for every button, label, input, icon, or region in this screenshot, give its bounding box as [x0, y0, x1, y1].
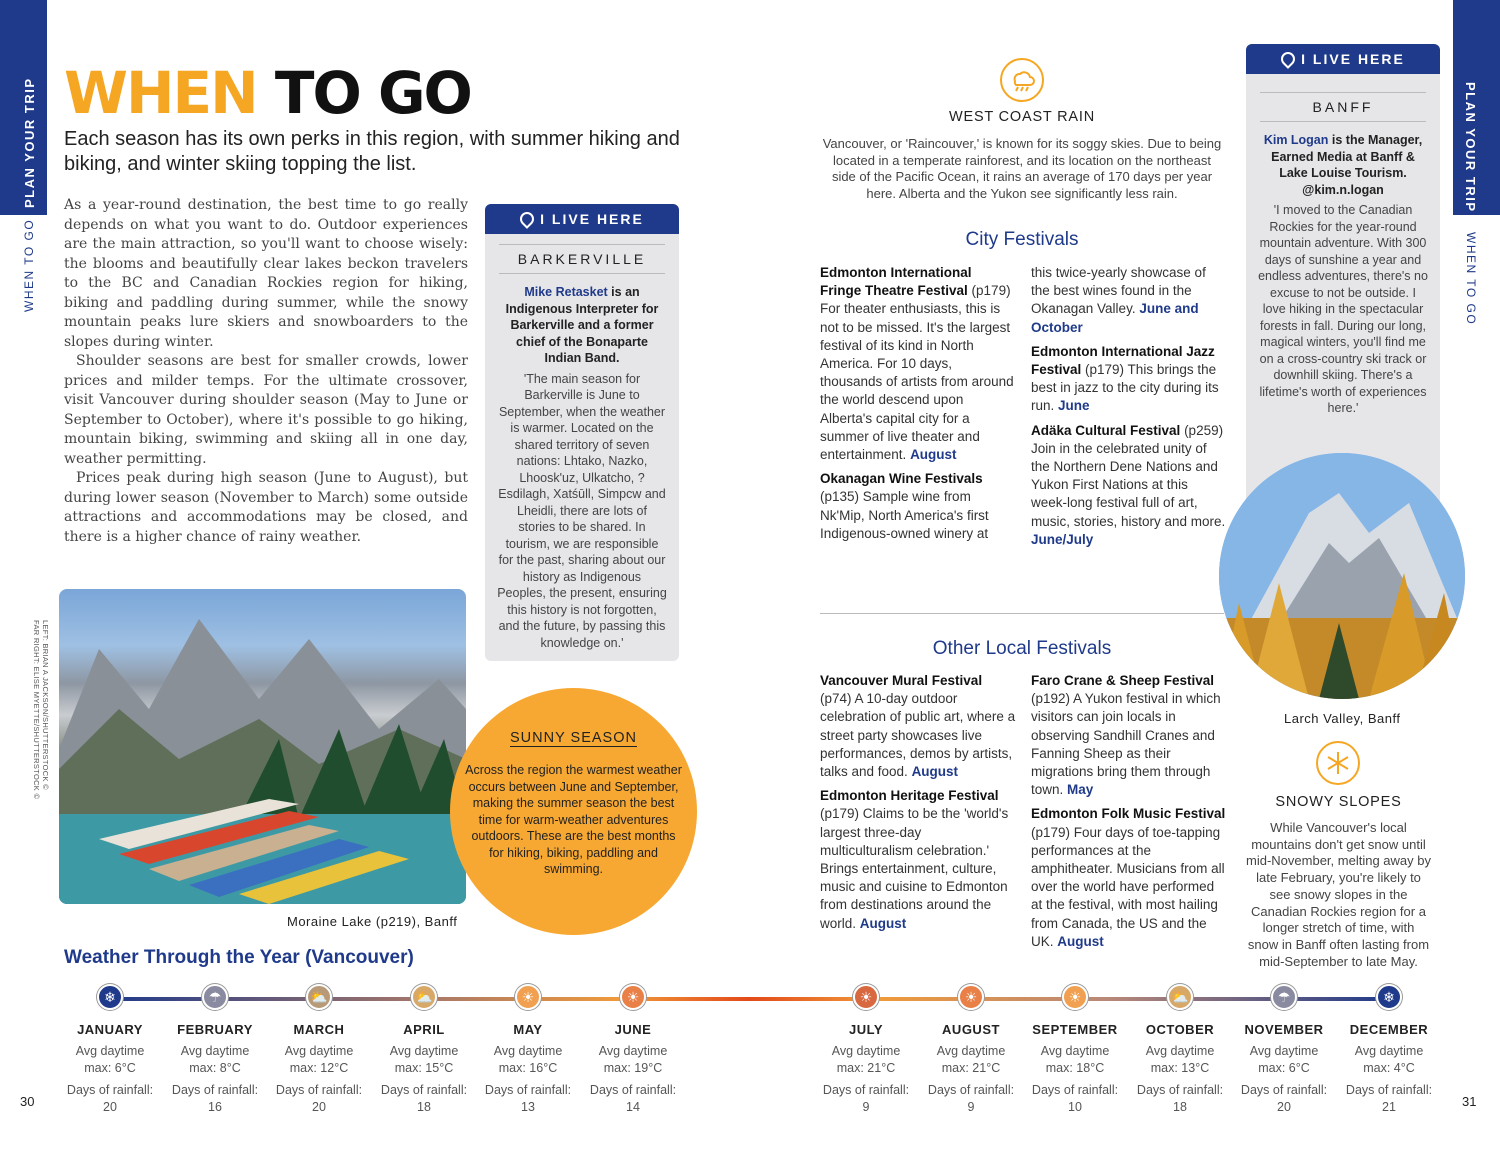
- month-rain: Days of rainfall: 20: [66, 1083, 154, 1114]
- month-column: [921, 984, 1021, 1115]
- right-section-label: PLAN YOUR TRIP: [1463, 82, 1478, 213]
- month-rain: Days of rainfall: 21: [1345, 1083, 1433, 1114]
- city-festivals-col1: [820, 264, 1016, 549]
- live-here-quote: 'I moved to the Canadian Rockies for the year-round mountain adventure. With 300 days of sunshine a year and endless adventures, there's no excuse to not be outside. I love hiking in the spectacular forests in fall. During our long, magical winters, you'll find me on a cross-country ski track or downhill skiing. There's a lifetime's worth of experiences here.': [1258, 203, 1428, 415]
- sunny-season-callout: [450, 688, 697, 935]
- moraine-lake-image: [59, 589, 466, 904]
- snowy-slopes-text: While Vancouver's local mountains don't get snow until mid-November, melting away by late February, you're likely to see snowy slopes in the Canadian Rockies region for a longer stretch of time, with snow in Banff often lasting from mid-September to late May.: [1246, 820, 1431, 969]
- moraine-lake-photo: [59, 589, 466, 904]
- month-name: SEPTEMBER: [1032, 1022, 1118, 1037]
- month-name: MAY: [513, 1022, 543, 1037]
- live-here-header: I LIVE HERE: [485, 204, 679, 234]
- festival-entry: Edmonton Heritage Festival (p179) Claims to be the 'world's largest three-day multiculturalism celebration.' Brings entertainment, culture, music and cuisine to Edmonton from destinations around the world. August: [820, 788, 1009, 931]
- month-rain: Days of rainfall: 18: [1136, 1083, 1224, 1114]
- live-here-place: BANFF: [1312, 99, 1374, 115]
- partly-cloudy-icon: ⛅: [306, 984, 332, 1010]
- month-temp: Avg daytime max: 12°C: [284, 1044, 354, 1075]
- festival-entry: Edmonton International Jazz Festival (p179) This brings the best in jazz to the city during its run. June: [1031, 343, 1219, 414]
- month-temp: Avg daytime max: 19°C: [598, 1044, 668, 1075]
- page-number-left: 30: [20, 1094, 35, 1109]
- month-rain: Days of rainfall: 10: [1031, 1083, 1119, 1114]
- sunny-season-title: SUNNY SEASON: [510, 730, 637, 746]
- snowy-slopes-title: SNOWY SLOPES: [1275, 794, 1402, 810]
- location-pin-icon: [1278, 49, 1298, 69]
- other-festivals-heading: Other Local Festivals: [932, 638, 1112, 659]
- month-column: [1025, 984, 1125, 1115]
- month-temp: Avg daytime max: 18°C: [1040, 1044, 1110, 1075]
- body-text: [64, 196, 468, 547]
- festival-entry: Adäka Cultural Festival (p259) Join in the celebrated unity of the Northern Dene Nations and Yukon First Nations at this week-long festival full of art, music, stories, history and more. June/July: [1031, 422, 1226, 547]
- month-column: [478, 984, 578, 1115]
- month-column: [1130, 984, 1230, 1115]
- weather-heading: Weather Through the Year (Vancouver): [64, 947, 414, 968]
- city-festivals-col2: [1031, 264, 1227, 555]
- month-temp: Avg daytime max: 6°C: [75, 1044, 145, 1075]
- person-name: Mike Retasket: [524, 285, 608, 299]
- month-temp: Avg daytime max: 16°C: [493, 1044, 563, 1075]
- month-temp: Avg daytime max: 6°C: [1249, 1044, 1319, 1075]
- festival-entry: Edmonton International Fringe Theatre Festival (p179) For theater enthusiasts, this is not to be missed. It's the largest festival of its kind in North America. For 10 days, thousands of artists from around the world descend upon Alberta's capital city for a summer of live theater and entertainment. August: [820, 265, 1014, 463]
- sun-icon: ☀: [1062, 984, 1088, 1010]
- month-temp: Avg daytime max: 21°C: [831, 1044, 901, 1075]
- sun-icon: ☀: [515, 984, 541, 1010]
- month-rain: Days of rainfall: 13: [484, 1083, 572, 1114]
- moraine-caption: Moraine Lake (p219), Banff: [287, 914, 458, 929]
- month-name: OCTOBER: [1145, 1022, 1215, 1037]
- divider: [1260, 121, 1426, 122]
- partly-cloudy-icon: ⛅: [1167, 984, 1193, 1010]
- right-chapter-label: WHEN TO GO: [1464, 232, 1478, 326]
- live-here-person: Kim Logan is the Manager, Earned Media at Banff & Lake Louise Tourism. @kim.n.logan: [1263, 133, 1423, 197]
- live-here-barkerville: [485, 204, 679, 661]
- west-coast-rain-text: Vancouver, or 'Raincouver,' is known for its soggy skies. Due to being located in a temperate rainforest, and its location on the northeast side of the Pacific Ocean, it rains an average of 170 days per year here. Alberta and the Yukon see significantly less rain.: [822, 136, 1222, 202]
- month-temp: Avg daytime max: 8°C: [180, 1044, 250, 1075]
- divider: [499, 273, 665, 274]
- rain-cloud-icon: [1000, 58, 1044, 102]
- live-here-header: I LIVE HERE: [1246, 44, 1440, 74]
- sunny-season-text: Across the region the warmest weather occurs between June and September, making the summer season the best time for warm-weather adventures outdoors. These are the best months for hiking, biking, paddling and swimming.: [465, 763, 682, 876]
- left-chapter-label: WHEN TO GO: [22, 218, 36, 312]
- month-name: JULY: [848, 1022, 884, 1037]
- live-here-quote: 'The main season for Barkerville is June to September, when the weather is warmer. Located on the shared territory of seven nations: Lhtako, Nazko, Lhoosk'uz, Ulkatcho, ?Esdilagh, Xatśūll, Simpcw and Lheidli, there are lots of stories to be shared. In tourism, we are responsible for the past, sharing about our history as Indigenous Peoples, the present, ensuring this history is not forgotten, and the future, by passing this knowledge on.': [497, 371, 667, 650]
- photo-credits: LEFT: BRIAN A JACKSON/SHUTTERSTOCK © FAR RIGHT: ELISE MYETTE/SHUTTERSTOCK ©: [32, 620, 50, 800]
- month-rain: Days of rainfall: 18: [380, 1083, 468, 1114]
- month-name: JANUARY: [77, 1022, 143, 1037]
- month-column: [1234, 984, 1334, 1115]
- snowflake-icon: ❄: [1376, 984, 1402, 1010]
- month-rain: Days of rainfall: 14: [589, 1083, 677, 1114]
- month-rain: Days of rainfall: 16: [171, 1083, 259, 1114]
- month-column: [269, 984, 369, 1115]
- month-temp: Avg daytime max: 4°C: [1354, 1044, 1424, 1075]
- live-here-person: Mike Retasket is an Indigenous Interpreter for Barkerville and a former chief of the Bonaparte Indian Band.: [505, 285, 659, 365]
- location-pin-icon: [517, 209, 537, 229]
- snowflake-icon: ❄: [97, 984, 123, 1010]
- larch-valley-image: [1219, 453, 1465, 699]
- live-here-place: BARKERVILLE: [517, 251, 647, 267]
- body-paragraph: As a year-round destination, the best time to go really depends on what you want to do. Outdoor experiences are the main attraction, so you'll want to choose wisely: the blooms and beautifully clear lakes beckon travelers to the BC and Canadian Rockies region for hiking, biking and paddling during summer, while the snowy mountain peaks lure skiers and snowboarders to the slopes during winter.: [64, 197, 468, 350]
- festival-entry: Vancouver Mural Festival (p74) A 10-day outdoor celebration of public art, where a street party showcases live performances, demos by artists, talks and food. August: [820, 673, 1016, 780]
- festival-entry: Faro Crane & Sheep Festival (p192) A Yukon festival in which visitors can join locals in observing Sandhill Cranes and Fanning Sheep as their migrations bring them through town. May: [1031, 673, 1221, 798]
- west-coast-rain-title: WEST COAST RAIN: [948, 109, 1095, 125]
- body-paragraph: Prices peak during high season (June to August), but during lower season (November to March) some outside attractions and accommodations may be closed, and there is a higher chance of rainy weather.: [64, 470, 468, 545]
- snowflake-icon: [1316, 741, 1360, 785]
- month-column: [583, 984, 683, 1115]
- larch-valley-photo: [1219, 453, 1465, 699]
- month-temp: Avg daytime max: 21°C: [936, 1044, 1006, 1075]
- month-rain: Days of rainfall: 9: [927, 1083, 1015, 1114]
- rain-cloud-icon: ☂: [202, 984, 228, 1010]
- rain-cloud-icon: ☂: [1271, 984, 1297, 1010]
- month-temp: Avg daytime max: 15°C: [389, 1044, 459, 1075]
- month-name: JUNE: [614, 1022, 652, 1037]
- month-column: [165, 984, 265, 1115]
- sun-icon: ☀: [620, 984, 646, 1010]
- other-festivals-col2: [1031, 672, 1227, 957]
- month-column: [1339, 984, 1439, 1115]
- month-temp: Avg daytime max: 13°C: [1145, 1044, 1215, 1075]
- person-name: Kim Logan: [1263, 133, 1329, 147]
- left-section-label: PLAN YOUR TRIP: [22, 77, 37, 208]
- month-name: APRIL: [403, 1022, 445, 1037]
- partly-cloudy-icon: ⛅: [411, 984, 437, 1010]
- month-name: MARCH: [293, 1022, 345, 1037]
- month-rain: Days of rainfall: 9: [822, 1083, 910, 1114]
- page-title: [64, 58, 471, 128]
- live-here-banff: [1246, 44, 1440, 514]
- month-name: AUGUST: [942, 1022, 1000, 1037]
- intro-text: Each season has its own perks in this region, with summer hiking and biking, and winter skiing topping the list.: [64, 128, 680, 175]
- month-rain: Days of rainfall: 20: [275, 1083, 363, 1114]
- festival-entry: Okanagan Wine Festivals (p135) Sample wine from Nk'Mip, North America's first Indigenous-owned winery at: [820, 471, 989, 541]
- page-number-right: 31: [1462, 1094, 1477, 1109]
- sun-icon: ☀: [853, 984, 879, 1010]
- festival-entry: Edmonton Folk Music Festival (p179) Four days of toe-tapping performances at the amphitheater. Musicians from all over the world have performed at the festival, with most hailing from Canada, the US and the UK. August: [1031, 806, 1226, 949]
- city-festivals-heading: City Festivals: [965, 229, 1079, 250]
- month-column: [816, 984, 916, 1115]
- sun-icon: ☀: [958, 984, 984, 1010]
- month-name: FEBRUARY: [177, 1022, 253, 1037]
- body-paragraph: Shoulder seasons are best for smaller crowds, lower prices and milder temps. For the ultimate crossover, visit Vancouver during shoulder season (May to June or September to October), where it's possible to go hiking, mountain biking, swimming and skiing all in one day, weather permitting.: [64, 353, 468, 467]
- larch-caption: Larch Valley, Banff: [1284, 711, 1401, 726]
- month-name: NOVEMBER: [1244, 1022, 1324, 1037]
- month-column: [60, 984, 160, 1115]
- month-name: DECEMBER: [1349, 1022, 1429, 1037]
- month-column: [374, 984, 474, 1115]
- month-rain: Days of rainfall: 20: [1240, 1083, 1328, 1114]
- festival-entry: this twice-yearly showcase of the best wines found in the Okanagan Valley. June and October: [1031, 265, 1206, 335]
- other-festivals-col1: [820, 672, 1016, 939]
- section-divider: [820, 613, 1224, 614]
- title-highlight: WHEN: [64, 59, 257, 127]
- title-rest: TO GO: [274, 59, 471, 127]
